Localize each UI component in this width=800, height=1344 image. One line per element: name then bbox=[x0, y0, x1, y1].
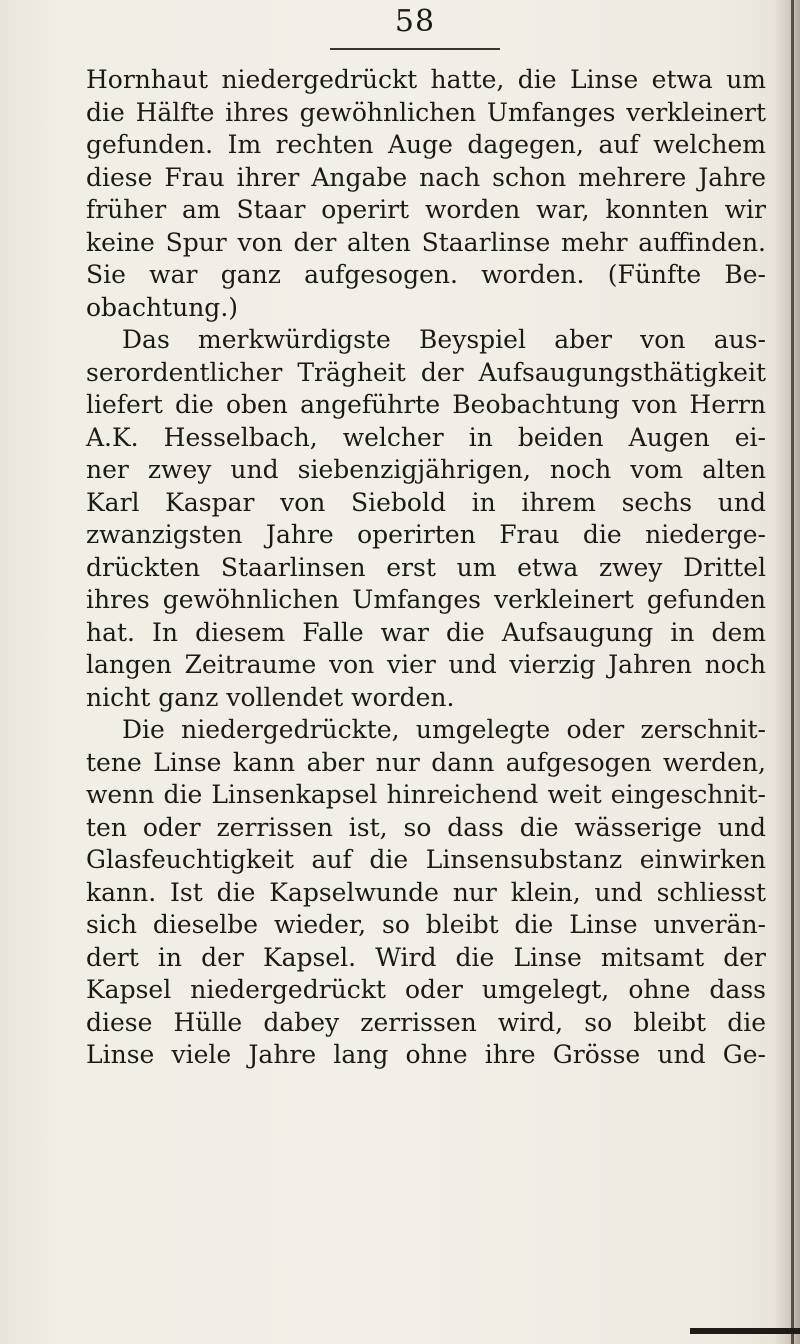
text-line: Sie war ganz aufgesogen. worden. (Fünfte Be- bbox=[86, 260, 766, 289]
text-line: A.K. Hesselbach, welcher in beiden Augen ei- bbox=[86, 422, 766, 452]
text-line: tene Linse kann aber nur dann aufgesogen werden, bbox=[86, 747, 766, 777]
paragraph-start-line: Das merkwürdigste Beyspiel aber von aus- bbox=[122, 325, 766, 354]
text-line: hat. In diesem Falle war die Aufsaugung in dem bbox=[86, 617, 766, 647]
text-line: kann. Ist die Kapselwunde nur klein, und schliesst bbox=[86, 877, 766, 907]
bottom-edge-mark bbox=[690, 1328, 800, 1334]
text-line: drückten Staarlinsen erst um etwa zwey Drittel bbox=[86, 552, 766, 582]
page-edge-shadow bbox=[774, 0, 800, 1344]
page-edge-line bbox=[791, 0, 794, 1344]
text-line: Hornhaut niedergedrückt hatte, die Linse etwa um bbox=[86, 65, 766, 94]
body-text bbox=[86, 64, 766, 1072]
header-rule bbox=[330, 48, 500, 50]
text-line: diese Hülle dabey zerrissen wird, so bleibt die bbox=[86, 1007, 766, 1037]
text-line: Linse viele Jahre lang ohne ihre Grösse und Ge- bbox=[86, 1040, 766, 1069]
text-line: keine Spur von der alten Staarlinse mehr auffinden. bbox=[86, 227, 766, 257]
text-line: liefert die oben angeführte Beobachtung von Herrn bbox=[86, 390, 766, 419]
text-line: ten oder zerrissen ist, so dass die wässerige und bbox=[86, 812, 766, 842]
paragraph-start-line: Die niedergedrückte, umgelegte oder zerschnit- bbox=[122, 715, 766, 744]
text-line: diese Frau ihrer Angabe nach schon mehrere Jahre bbox=[86, 162, 766, 192]
page-number: 58 bbox=[394, 4, 436, 39]
text-line: die Hälfte ihres gewöhnlichen Umfanges verkleinert bbox=[86, 97, 766, 127]
text-line: ner zwey und siebenzigjährigen, noch vom alten bbox=[86, 455, 766, 484]
text-line: gefunden. Im rechten Auge dagegen, auf welchem bbox=[86, 130, 766, 159]
text-line: Glasfeuchtigkeit auf die Linsensubstanz einwirken bbox=[86, 845, 766, 874]
text-line: dert in der Kapsel. Wird die Linse mitsamt der bbox=[86, 942, 766, 972]
text-line: sich dieselbe wieder, so bleibt die Linse unverän- bbox=[86, 910, 766, 939]
text-line: serordentlicher Trägheit der Aufsaugungsthätigkeit bbox=[86, 357, 766, 387]
text-line: Kapsel niedergedrückt oder umgelegt, ohne dass bbox=[86, 975, 766, 1004]
text-line: Karl Kaspar von Siebold in ihrem sechs und bbox=[86, 487, 766, 517]
text-line: früher am Staar operirt worden war, konnten wir bbox=[86, 195, 766, 224]
text-line: obachtung.) bbox=[86, 292, 239, 322]
text-line: nicht ganz vollendet worden. bbox=[86, 682, 455, 712]
text-line: zwanzigsten Jahre operirten Frau die niederge- bbox=[86, 520, 766, 549]
text-line: wenn die Linsenkapsel hinreichend weit eingeschnit- bbox=[86, 780, 766, 809]
text-line: ihres gewöhnlichen Umfanges verkleinert gefunden bbox=[86, 585, 766, 614]
text-line: langen Zeitraume von vier und vierzig Jahren noch bbox=[86, 650, 766, 679]
